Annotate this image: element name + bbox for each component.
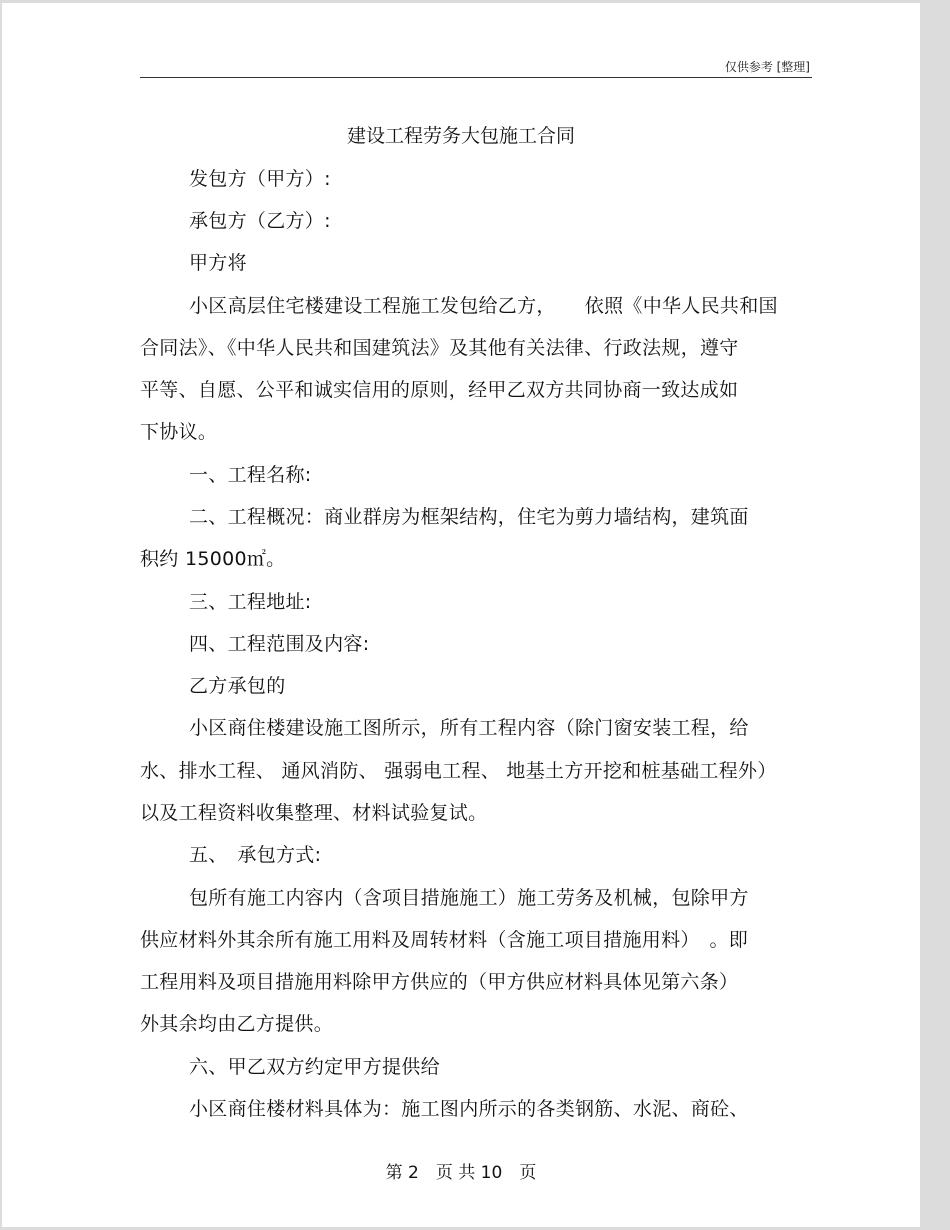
- body-line: 乙方承包的: [189, 675, 286, 697]
- body-line: 甲方将: [189, 252, 247, 274]
- body-line: 小区商住楼建设施工图所示，所有工程内容（除门窗安装工程，给: [189, 717, 749, 739]
- body-line: 平等、自愿、公平和诚实信用的原则，经甲乙双方共同协商一致达成如: [140, 379, 739, 401]
- body-line: 一、工程名称:: [189, 464, 312, 486]
- body-line: 发包方（甲方）:: [189, 168, 331, 190]
- body-line: 承包方（乙方）:: [189, 210, 331, 232]
- body-line: 五、 承包方式:: [189, 844, 322, 866]
- body-line: 合同法》、《中华人民共和国建筑法》及其他有关法律、行政法规，遵守: [140, 337, 739, 359]
- body-line: 外其余均由乙方提供。: [140, 1013, 334, 1035]
- body-line: 小区商住楼材料具体为：施工图内所示的各类钢筋、水泥、商砼、: [189, 1098, 749, 1120]
- document-page: [2, 3, 920, 1227]
- body-line: 三、工程地址:: [189, 591, 312, 613]
- page-number-footer: 第 2 页 共 10 页: [385, 1163, 537, 1183]
- header-note: 仅供参考 [整理]: [724, 60, 810, 74]
- header-divider: [140, 77, 812, 78]
- body-line: 水、排水工程、 通风消防、 强弱电工程、 地基土方开挖和桩基础工程外）: [140, 760, 777, 782]
- body-line: 供应材料外其余所有施工用料及周转材料（含施工项目措施用料） 。即: [140, 929, 749, 951]
- body-line: 二、工程概况：商业群房为框架结构，住宅为剪力墙结构，建筑面: [189, 506, 749, 528]
- body-line: 六、甲乙双方约定甲方提供给: [189, 1056, 440, 1078]
- body-line: 包所有施工内容内（含项目措施施工）施工劳务及机械，包除甲方: [189, 887, 749, 909]
- body-line: 以及工程资料收集整理、材料试验复试。: [140, 802, 488, 824]
- body-line: 积约 15000㎡。: [140, 548, 286, 570]
- body-line: 下协议。: [140, 421, 218, 443]
- body-line: 小区高层住宅楼建设工程施工发包给乙方， 依照《中华人民共和国: [189, 295, 778, 317]
- body-line: 四、工程范围及内容:: [189, 633, 370, 655]
- body-line: 工程用料及项目措施用料除甲方供应的（甲方供应材料具体见第六条）: [140, 971, 739, 993]
- document-title: 建设工程劳务大包施工合同: [346, 125, 575, 147]
